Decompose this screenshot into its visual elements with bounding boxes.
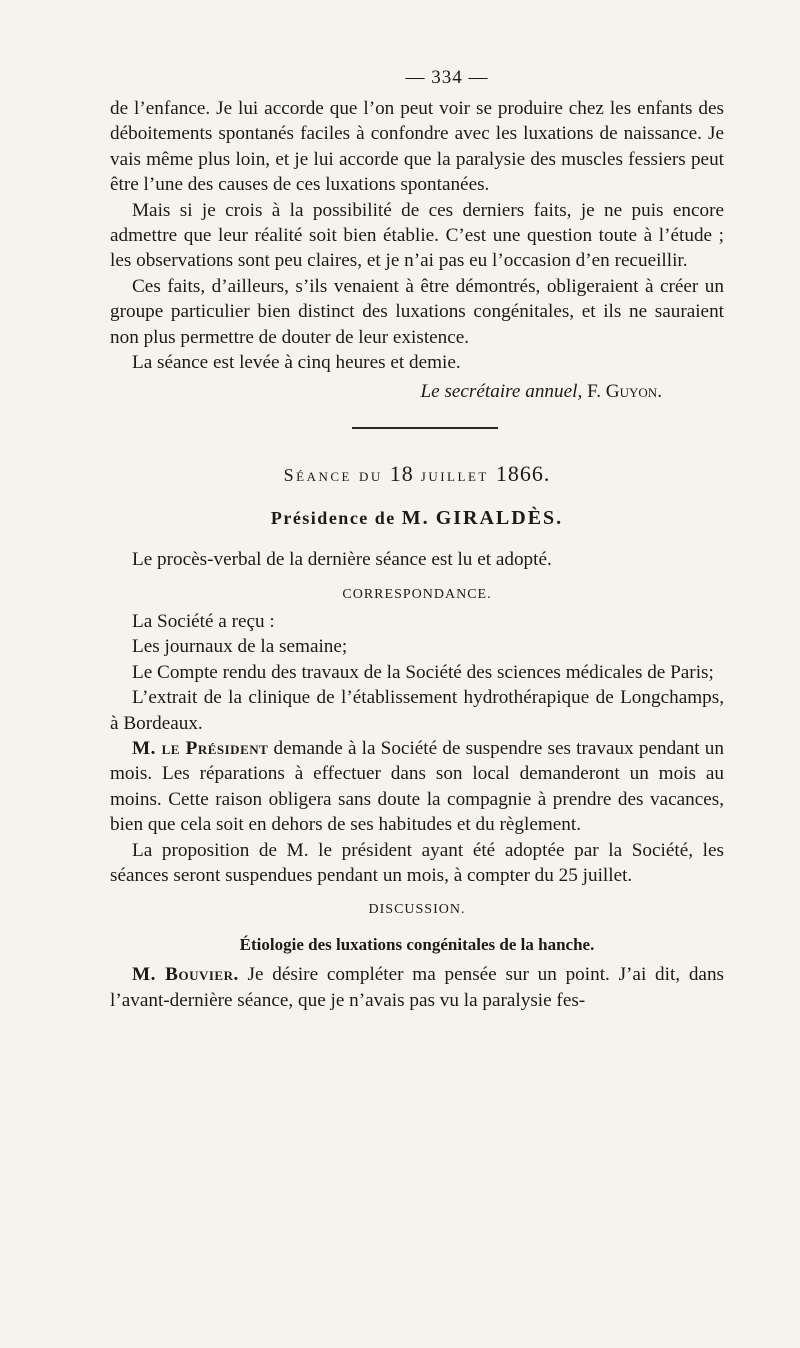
signature-name: F. Guyon.: [587, 381, 662, 403]
correspondance-line: L’extrait de la clinique de l’établissement hydrothérapique de Longchamps, à Bordeaux.: [110, 687, 724, 734]
paragraph-possibility: Mais si je crois à la possibilité de ces derniers faits, je ne puis encore admettre que leur réalité soit bien établie. C’est une question toute à l’étude ; les observations sont peu claires, et je n’ai pas eu l’occasion d’en recueillir.: [110, 199, 724, 272]
paragraph-adjournment: La séance est levée à cinq heures et demie.: [132, 352, 461, 374]
minutes-line: Le procès-verbal de la dernière séance est lu et adopté.: [132, 549, 552, 571]
session-year: 1866.: [495, 461, 551, 487]
speaker-president: M. le Président: [132, 737, 269, 759]
correspondance-line: Les journaux de la semaine;: [132, 636, 348, 658]
discussion-heading: DISCUSSION.: [368, 902, 466, 918]
presidence-title: M.: [401, 507, 430, 530]
presidence-label: Présidence de: [270, 508, 396, 529]
session-month: juillet: [420, 465, 489, 486]
section-divider: [352, 427, 498, 429]
page-number: — 334 —: [405, 67, 489, 88]
bouvier-text: Je désire compléter ma pensée sur un point. J’ai dit, dans l’avant-dernière séance, que je n’avais pas vu la paralysie fes-: [110, 964, 725, 1011]
presidence-name: GIRALDÈS.: [435, 507, 564, 530]
signature-title: Le secrétaire annuel,: [420, 381, 583, 403]
paragraph-continuation: de l’enfance. Je lui accorde que l’on peut voir se produire chez les enfants des déboitements spontanés faciles à confondre avec les luxations de naissance. Je vais même plus loin, et je lui accorde que la paralysie des muscles fessiers peut être l’une des causes de ces luxations spontanées.: [110, 98, 724, 196]
adoption-paragraph: La proposition de M. le président ayant été adoptée par la Société, les séances seront suspendues pendant un mois, à compter du 25 juillet.: [110, 839, 724, 886]
correspondance-line: Le Compte rendu des travaux de la Société des sciences médicales de Paris;: [132, 661, 714, 683]
session-day: 18: [389, 461, 414, 487]
session-title: [110, 459, 724, 489]
correspondance-heading: CORRESPONDANCE.: [342, 586, 492, 602]
paragraph-facts: Ces faits, d’ailleurs, s’ils venaient à être démontrés, obligeraient à créer un groupe particulier bien distinct des luxations congénitales, et ils ne sauraient non plus permettre de douter de leur existence.: [110, 275, 724, 348]
presidence-line: [110, 501, 724, 535]
president-motion-text: demande à la Société de suspendre ses travaux pendant un mois. Les réparations à effectuer dans son local demanderont un mois au moins. Cette raison obligera sans doute la compagnie à prendre des vacances, bien que cela soit en dehors de ses habitudes et du règlement.: [110, 737, 724, 836]
signature: [110, 377, 724, 407]
correspondance-line: La Société a reçu :: [132, 610, 275, 632]
session-prefix: Séance du: [283, 465, 383, 486]
speaker-bouvier: M. Bouvier.: [132, 964, 239, 986]
bouvier-paragraph: [110, 962, 724, 1013]
president-motion: [110, 736, 724, 838]
discussion-subheading: Étiologie des luxations congénitales de la hanche.: [239, 935, 595, 955]
page: [110, 60, 724, 1013]
